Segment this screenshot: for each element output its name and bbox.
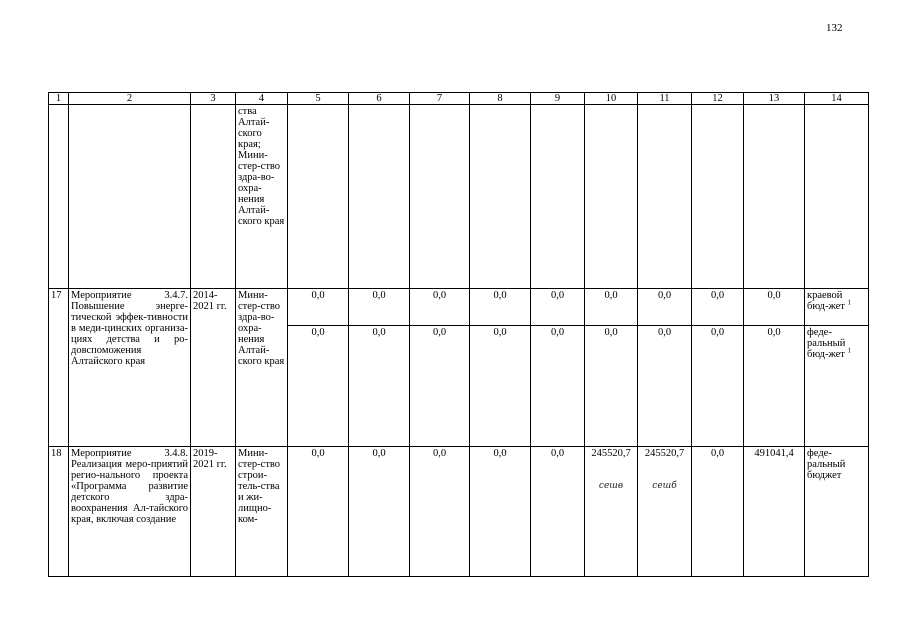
budget-table [48,92,869,577]
value-cell: 0,0 [288,289,349,326]
value-text: 245520,7 [644,448,685,459]
table-cell [470,105,531,289]
source-cell [805,289,869,326]
col-header: 2 [69,93,191,105]
col-header: 8 [470,93,531,105]
table-cell [805,105,869,289]
table-cell [531,105,585,289]
executor-cell: Мини-стер-ство здра-во-охра-нения Алтай-ского края [236,289,288,447]
handwritten-note: сешб [652,481,677,491]
value-cell: 0,0 [744,326,805,447]
page-number: 132 [826,22,843,34]
value-cell: 0,0 [349,447,410,577]
table-cell [191,105,236,289]
table-cell [410,105,470,289]
value-cell: 0,0 [692,447,744,577]
source-cell [805,326,869,447]
continuation-row [49,105,869,289]
table-cell [585,105,638,289]
value-cell: 0,0 [410,326,470,447]
table-row [49,447,869,577]
source-text: феде-ральный бюд-жет [807,327,846,360]
col-header: 14 [805,93,869,105]
value-cell [638,447,692,577]
value-cell: 0,0 [585,326,638,447]
value-text: 245520,7 [591,448,631,459]
table-row [49,289,869,326]
value-cell: 0,0 [470,326,531,447]
table-cell [288,105,349,289]
source-cell: феде-ральный бюджет [805,447,869,577]
table-cell [638,105,692,289]
col-header: 7 [410,93,470,105]
measure-description: Мероприятие 3.4.8. Реализация меро-приятий регио-нального проекта «Программа развитие детского здра-воохранения Ал-тайского края, включая создание [69,447,191,577]
value-cell: 0,0 [349,289,410,326]
row-number: 17 [49,289,69,447]
value-cell: 0,0 [638,326,692,447]
value-cell [585,447,638,577]
col-header: 10 [585,93,638,105]
row-number: 18 [49,447,69,577]
measure-description: Мероприятие 3.4.7. Повышение энерге-тической эффек-тивности в меди-цинских организа-циях детства и ро-довспоможения Алтайского края [69,289,191,447]
value-cell: 0,0 [585,289,638,326]
table-cell [49,105,69,289]
value-cell: 0,0 [470,289,531,326]
col-header: 3 [191,93,236,105]
executor-cell: ства Алтай-ского края; Мини-стер-ство здра-во-охра-нения Алтай-ского края [236,105,288,289]
period-cell: 2014-2021 гг. [191,289,236,447]
executor-cell: Мини-стер-ство строи-тель-ства и жи-лищно-ком- [236,447,288,577]
col-header: 13 [744,93,805,105]
col-header: 5 [288,93,349,105]
table-cell [69,105,191,289]
source-text: краевой бюд-жет [807,290,845,312]
value-cell: 0,0 [531,447,585,577]
value-cell: 0,0 [349,326,410,447]
col-header: 1 [49,93,69,105]
table-cell [744,105,805,289]
handwritten-note: сешв [598,481,624,491]
value-cell: 0,0 [692,289,744,326]
value-cell: 0,0 [410,447,470,577]
value-cell: 0,0 [531,289,585,326]
value-cell: 491041,4 [744,447,805,577]
period-cell: 2019-2021 гг. [191,447,236,577]
col-header: 6 [349,93,410,105]
header-row [49,93,869,105]
col-header: 4 [236,93,288,105]
col-header: 12 [692,93,744,105]
value-cell: 0,0 [288,326,349,447]
col-header: 9 [531,93,585,105]
footnote-marker: 1 [847,346,851,355]
footnote-marker: 1 [847,298,851,307]
value-cell: 0,0 [410,289,470,326]
value-cell: 0,0 [638,289,692,326]
value-cell: 0,0 [692,326,744,447]
table-cell [692,105,744,289]
value-cell: 0,0 [288,447,349,577]
value-cell: 0,0 [744,289,805,326]
col-header: 11 [638,93,692,105]
table-cell [349,105,410,289]
value-cell: 0,0 [470,447,531,577]
value-cell: 0,0 [531,326,585,447]
